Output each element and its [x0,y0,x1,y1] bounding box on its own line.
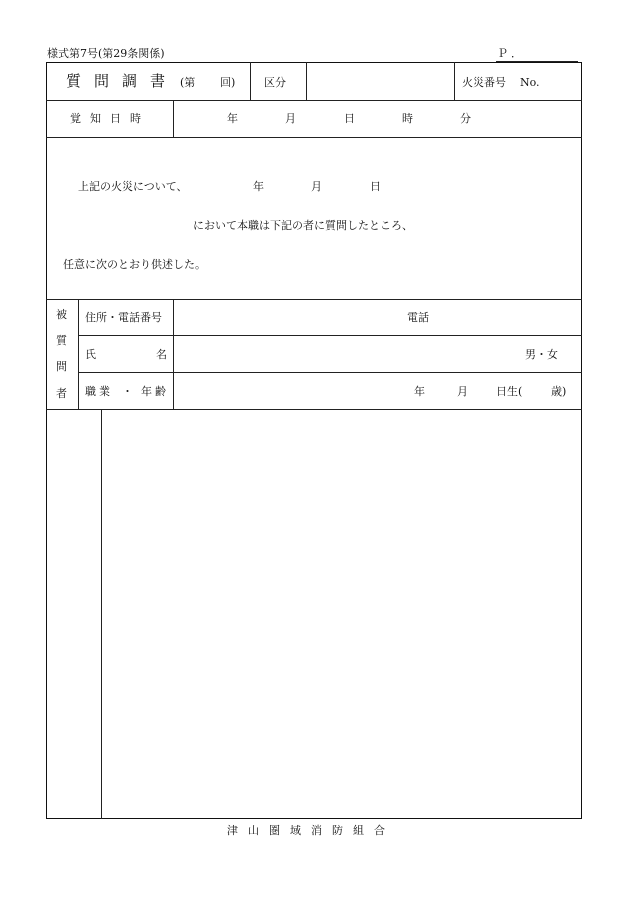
statement-line2: において本職は下記の者に質問したところ、 [193,219,413,232]
person-divider [46,409,582,410]
job-label-sep: ・ [122,385,133,398]
side-char-3: 問 [56,360,67,373]
age-label: 年齢 [141,385,169,398]
fire-number-label: 火災番号 [462,76,506,89]
statement-divider [46,299,582,300]
statement-day: 日 [370,180,381,193]
row1-divider-v2 [306,62,307,100]
job-label: 職業 [85,385,113,398]
name-label-first: 氏 [85,348,96,361]
detection-year: 年 [227,112,238,125]
form-frame [46,62,582,819]
name-label-second: 名 [156,348,167,361]
statement-line1: 上記の火災について、 [78,180,188,193]
form-title: 質問調書 [66,72,179,90]
category-label: 区分 [264,76,286,89]
page-label: Ｐ． [497,47,525,60]
side-char-2: 質 [56,334,67,347]
margin-line [101,409,102,819]
name-divider [78,372,582,373]
birth-month: 月 [457,385,468,398]
row1-divider-v1 [250,62,251,100]
statement-year: 年 [253,180,264,193]
address-divider [78,335,582,336]
detection-day: 日 [344,112,355,125]
address-phone-label: 住所・電話番号 [85,311,162,324]
row1-divider [46,100,582,101]
age-suffix: 歳) [551,385,567,398]
organization-name: 津山圏域消防組合 [227,824,395,837]
detection-month: 月 [285,112,296,125]
count-suffix: 回) [220,76,236,89]
detection-datetime-label: 覚知日時 [70,112,150,125]
row2-divider-v [173,100,174,137]
side-char-1: 被 [56,308,67,321]
statement-month: 月 [311,180,322,193]
birth-day: 日生( [496,385,523,398]
count-prefix: (第 [180,76,196,89]
detection-minute: 分 [460,112,471,125]
gender-label: 男・女 [525,348,558,361]
statement-line3: 任意に次のとおり供述した。 [63,258,206,271]
row1-divider-v3 [454,62,455,100]
detection-hour: 時 [402,112,413,125]
row2-divider [46,137,582,138]
person-label-divider [173,299,174,409]
side-char-4: 者 [56,387,67,400]
phone-label: 電話 [407,311,429,324]
form-label: 様式第7号(第29条関係) [47,47,165,60]
birth-year: 年 [414,385,425,398]
person-side-divider [78,299,79,409]
no-label: No. [520,76,540,89]
